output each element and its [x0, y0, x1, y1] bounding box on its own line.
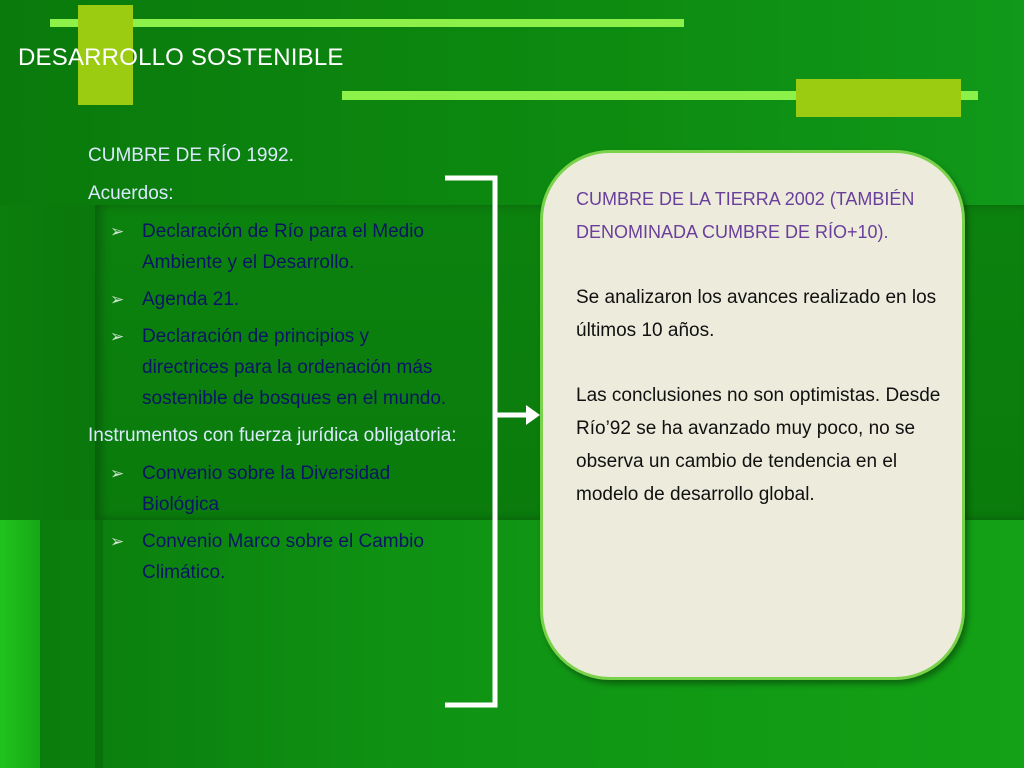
- list-item: [88, 284, 458, 315]
- card-paragraph-conclusions: Las conclusiones no son optimistas. Desde Río’92 se ha avanzado muy poco, no se observa un cambio de tendencia en el modelo de desarrollo global.: [576, 385, 941, 505]
- list-item: [88, 216, 458, 278]
- list-item: [88, 458, 458, 520]
- instruments-list: [88, 458, 458, 588]
- page-title: DESARROLLO SOSTENIBLE: [18, 44, 344, 71]
- summit-heading: CUMBRE DE RÍO 1992.: [88, 145, 294, 166]
- decorative-bar-top: [50, 19, 684, 27]
- arrow-bullet-icon: ➢: [110, 222, 125, 242]
- background-left-strip: [0, 205, 95, 520]
- card-heading: CUMBRE DE LA TIERRA 2002 (TAMBIÉN DENOMINADA CUMBRE DE RÍO+10).: [576, 189, 915, 242]
- bracket-arrow-icon: [440, 175, 540, 710]
- arrow-bullet-icon: ➢: [110, 290, 125, 310]
- card-paragraph-progress: Se analizaron los avances realizado en los últimos 10 años.: [576, 287, 937, 341]
- bracket-shape: [445, 178, 495, 705]
- rio-1992-section: [88, 140, 458, 594]
- list-item-label: Convenio sobre la Diversidad Biológica: [142, 463, 391, 515]
- earth-summit-2002-card: [540, 150, 965, 680]
- arrow-bullet-icon: ➢: [110, 327, 125, 347]
- list-item-label: Agenda 21.: [142, 289, 240, 310]
- card-body: [576, 183, 951, 543]
- list-item-label: Declaración de principios y directrices para la ordenación más sostenible de bosques en el mundo.: [142, 326, 447, 409]
- list-item-label: Declaración de Río para el Medio Ambiente y el Desarrollo.: [142, 221, 424, 273]
- agreements-heading: Acuerdos:: [88, 183, 174, 204]
- list-item-label: Convenio Marco sobre el Cambio Climático.: [142, 531, 424, 583]
- list-item: [88, 321, 458, 414]
- instruments-heading: Instrumentos con fuerza jurídica obligatoria:: [88, 425, 457, 446]
- arrow-bullet-icon: ➢: [110, 464, 125, 484]
- background-bottom-left: [0, 520, 40, 768]
- agreements-list: [88, 216, 458, 414]
- list-item: [88, 526, 458, 588]
- arrow-bullet-icon: ➢: [110, 532, 125, 552]
- connector-arrowhead: [526, 405, 540, 425]
- decorative-block-right: [796, 79, 961, 117]
